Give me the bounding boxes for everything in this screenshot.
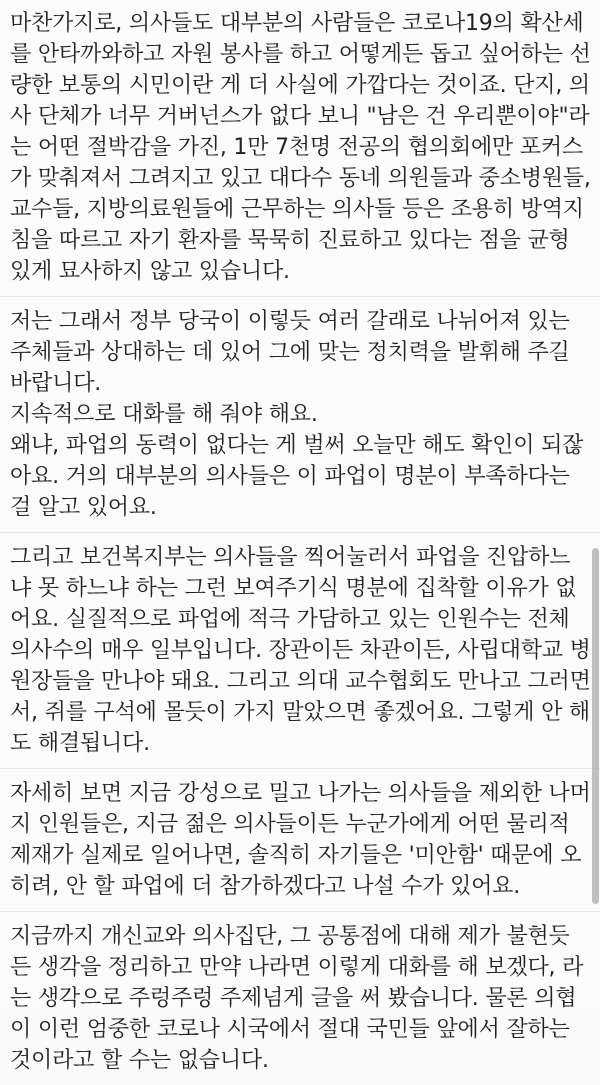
paragraph-divider: [0, 768, 600, 769]
paragraph-divider: [0, 911, 600, 912]
paragraph: 자세히 보면 지금 강성으로 밀고 나가는 의사들을 제외한 나머 지 인원들은, 지금 젊은 의사들이든 누군가에게 어떤 물리적 제재가 실제로 일어나면, 솔직히 자기들은 '미안함' 때문에 오 히려, 안 할 파업에 더 참가하겠다고 나설 수가 있어요.: [10, 781, 591, 899]
paragraph: 그리고 보건복지부는 의사들을 찍어눌러서 파업을 진압하느 냐 못 하느냐 하는 그런 보여주기식 명분에 집착할 이유가 없 어요. 실질적으로 파업에 적극 가담하고 있는 인원수는 전체 의사수의 매우 일부입니다. 장관이든 차관이든, 사립대학교 병 원장들을 만나야 돼요. 그리고 의대 교수협회도 만나고 그러면 서, 쥐를 구석에 몰듯이 가지 말았으면 좋겠어요. 그렇게 안 해 도 해결됩니다.: [10, 545, 591, 756]
vertical-scrollbar[interactable]: [590, 0, 600, 1012]
paragraph: 마찬가지로, 의사들도 대부분의 사람들은 코로나19의 확산세 를 안타까와하고 자원 봉사를 하고 어떻게든 돕고 싶어하는 선 량한 보통의 시민이란 게 더 사실에 가깝다는 것이죠. 단지, 의 사 단체가 너무 거버넌스가 없다 보니 "남은 건 우리뿐이야"라 는 어떤 절박감을 가진, 1만 7천명 전공의 협의회에만 포커스 가 맞춰져서 그려지고 있고 대다수 동네 의원들과 중소병원들, 교수들, 지방의료원들에 근무하는 의사들 등은 조용히 방역지 침을 따르고 자기 환자를 묵묵히 진료하고 있다는 점을 균형 있게 묘사하지 않고 있습니다.: [10, 11, 591, 284]
scrollbar-thumb[interactable]: [592, 548, 599, 904]
paragraph-divider: [0, 532, 600, 533]
article-body: [10, 8, 592, 1085]
paragraph-divider: [0, 296, 600, 297]
paragraph: 저는 그래서 정부 당국이 이렇듯 여러 갈래로 나뉘어져 있는 주체들과 상대하는 데 있어 그에 맞는 정치력을 발휘해 주길 바랍니다. 지속적으로 대화를 해 줘야 해요. 왜냐, 파업의 동력이 없다는 게 벌써 오늘만 해도 확인이 되잖 아요. 거의 대부분의 의사들은 이 파업이 명분이 부족하다는 걸 알고 있어요.: [10, 309, 584, 520]
paragraph: 지금까지 개신교와 의사집단, 그 공통점에 대해 제가 불현듯 든 생각을 정리하고 만약 나라면 이렇게 대화를 해 보겠다, 라 는 생각으로 주렁주렁 주제넘게 글을 써 봤습니다. 물론 의협 이 이런 엄중한 코로나 시국에서 절대 국민들 앞에서 잘하는 것이라고 할 수는 없습니다.: [10, 924, 584, 1073]
